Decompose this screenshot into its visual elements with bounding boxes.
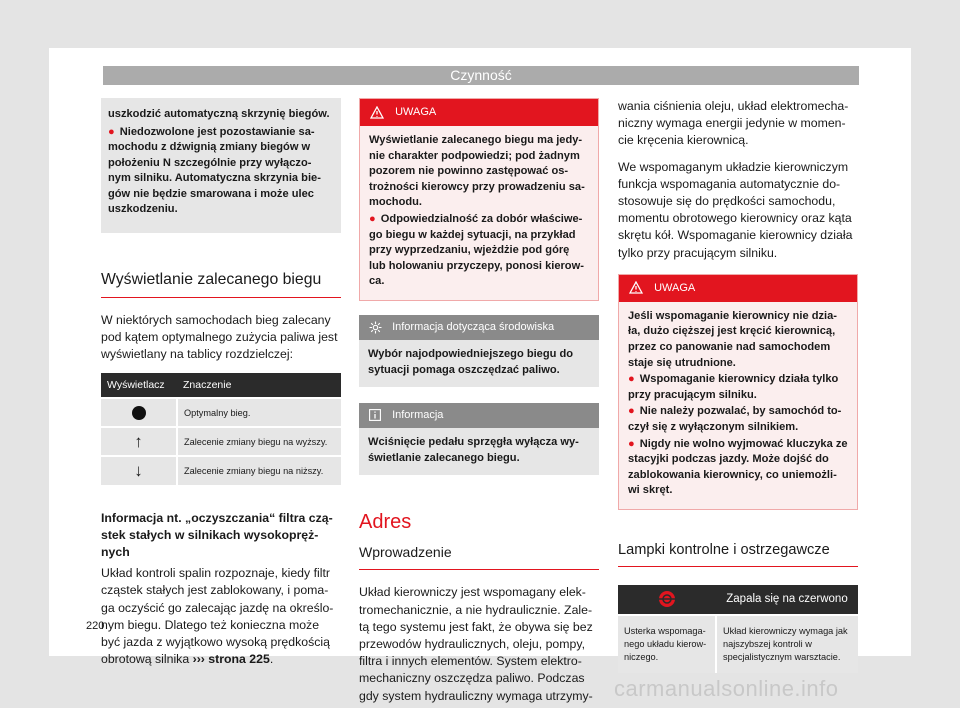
watermark: carmanualsonline.info	[614, 676, 839, 701]
column-3	[618, 98, 858, 673]
environment-info-body: Wybór najodpowiedniejszego biegu do sytuacji pomaga oszczędzać paliwo.	[368, 347, 574, 376]
lamps-table-icon-cell	[618, 585, 716, 615]
gear-table	[101, 373, 341, 485]
warning-header: UWAGA	[360, 99, 598, 126]
lamps-table	[618, 585, 858, 673]
warning-bullet-item: ● Odpowiedzialność za dobór właściwe-go biegu w każdej sytuacji, na przykład przy wyprzedzaniu, wjeżdżie pod górę lub holowaniu przyczepy, ponosi kierow-ca.	[369, 212, 584, 288]
warning-triangle-icon	[629, 281, 643, 294]
section-title-intro: Wprowadzenie	[359, 544, 599, 570]
column-1	[101, 98, 341, 668]
bullet-icon: ●	[628, 437, 635, 450]
lamps-table-header: Zapala się na czerwono	[716, 585, 858, 615]
page-header: Czynność	[103, 66, 859, 85]
table-row: ↑ Zalecenie zmiany biegu na wyższy.	[101, 427, 341, 456]
note-line: uszkodzić automatyczną skrzynię biegów.	[108, 108, 330, 120]
warning-triangle-icon	[370, 106, 384, 119]
gear-intro: W niektórych samochodach bieg zalecany pod kątem optymalnego zużycia paliwa jest wyświetlany na tablicy rozdzielczej:	[101, 312, 338, 361]
warning-bullet-item: ● Wspomaganie kierownicy działa tylko przy pracującym silniku.	[628, 373, 839, 401]
gear-table-header-display: Wyświetlacz	[101, 373, 177, 398]
bullet-icon: ●	[628, 373, 635, 386]
warning-body: Wyświetlanie zalecanego biegu ma jedy-nie charakter podpowiedzi; pod żadnym pozorem nie powinno zastępować os-trożności kierowcy przy prowadzeniu sa-mochodu. ● Odpowiedzialność za dobór właściwe-go biegu w każdej sytuacji, na przykład przy wyprzedzaniu, wjeżdżie pod górę lub holowaniu przyczepy, ponosi kierow-ca.	[360, 126, 598, 300]
column-2	[359, 98, 599, 705]
info-box	[359, 403, 599, 475]
filled-dot-icon	[132, 406, 146, 420]
warning-bullet-item: ● Nie należy pozwalać, by samochód to-czył się z wyłączonym silnikiem.	[628, 405, 842, 433]
table-row: Optymalny bieg.	[101, 398, 341, 427]
steering-text: wania ciśnienia oleju, układ elektromecha-niczny wymaga energii jedynie w momen-cie kręcenia kierownicą. We wspomaganym układzie kierowniczym funkcja wspomagania automatycznie do-stosowuje się do prędkości samochodu, momentu obrotowego kierownicy oraz kąta skrętu kół. Wspomaganie kierownicy działa tylko przy pracującym silniku.	[618, 99, 853, 260]
warning-header: UWAGA	[619, 275, 857, 302]
filter-text: Układ kontroli spalin rozpoznaje, kiedy filtr cząstek stałych jest zablokowany, i poma-ga oczyścić go zalecając jazdę na określo-nym biegu. Dlatego też konieczna może być jazda z wyjątkowo wysoką prędkością obrotową silnika ››› strona 225.	[101, 566, 334, 667]
filter-heading: Informacja nt. „oczyszczania“ filtra czą-stek stałych w silnikach wysokopręż-nych	[101, 511, 333, 560]
environment-info-header: Informacja dotycząca środowiska	[359, 315, 599, 340]
note-box	[101, 98, 341, 233]
info-body: Wciśnięcie pedału sprzęgła wyłącza wy-świetlanie zalecanego biegu.	[368, 436, 579, 464]
section-title-lamps: Lampki kontrolne i ostrzegawcze	[618, 542, 858, 567]
arrow-up-icon: ↑	[134, 431, 143, 451]
chapter-title: Adres	[359, 511, 412, 534]
steering-intro-text: Układ kierowniczy jest wspomagany elek-tromechanicznie, a nie hydraulicznie. Zale-tą tego systemu jest fakt, że obywa się bez przewodów hydraulicznych, oleju, pompy, filtra i innych elementów. System elektro-mechaniczny oszczędza paliwo. Podczas gdy system hydrauliczny wymaga utrzymy-	[359, 585, 593, 703]
leaf-icon	[369, 321, 382, 334]
warning-box-steering	[618, 274, 858, 510]
steering-wheel-warning-icon	[657, 590, 677, 608]
gear-table-header-meaning: Znaczenie	[177, 373, 341, 398]
section-title-gear: Wyświetlanie zalecanego biegu	[101, 271, 341, 298]
warning-box-gear	[359, 98, 599, 301]
warning-body: Jeśli wspomaganie kierownicy nie dzia-ła, dużo cięższej jest kręcić kierownicą, przez co panowanie nad samochodem staje się utrudnione. ● Wspomaganie kierownicy działa tylko przy pracującym silniku. ● Nie należy pozwalać, by samochód to-czył się z wyłączonym silnikiem. ● Nigdy nie wolno wyjmować kluczyka ze stacyjki podczas jazdy. Może dojść do zablokowania kierownicy, co uniemożli-wi skręt.	[619, 302, 857, 509]
bullet-icon: ●	[108, 125, 115, 138]
bullet-icon: ●	[628, 405, 635, 418]
table-row: ↓ Zalecenie zmiany biegu na niższy.	[101, 456, 341, 485]
bullet-icon: ●	[369, 212, 376, 225]
environment-info-box	[359, 315, 599, 387]
page-link[interactable]: ››› strona 225	[192, 652, 270, 667]
arrow-down-icon: ↓	[134, 461, 143, 481]
note-bullet-item: ● Niedozwolone jest pozostawianie sa-mochodu z dźwignią zmiany biegów w położeniu N szczególnie przy wyłączo-nym silniku. Automatyczna skrzynia bie-gów nie będzie smarowana i może ulec uszkodzeniu.	[108, 125, 321, 215]
page-number: 220	[86, 620, 105, 632]
info-icon	[369, 409, 381, 421]
table-row: Usterka wspomaga-nego układu kierow-niczego. Układ kierowniczy wymaga jak najszybszej kontroli w specjalistycznym warsztacie.	[618, 615, 858, 673]
warning-bullet-item: ● Nigdy nie wolno wyjmować kluczyka ze stacyjki podczas jazdy. Może dojść do zablokowania kierownicy, co uniemożli-wi skręt.	[628, 437, 848, 497]
info-header: Informacja	[359, 403, 599, 428]
